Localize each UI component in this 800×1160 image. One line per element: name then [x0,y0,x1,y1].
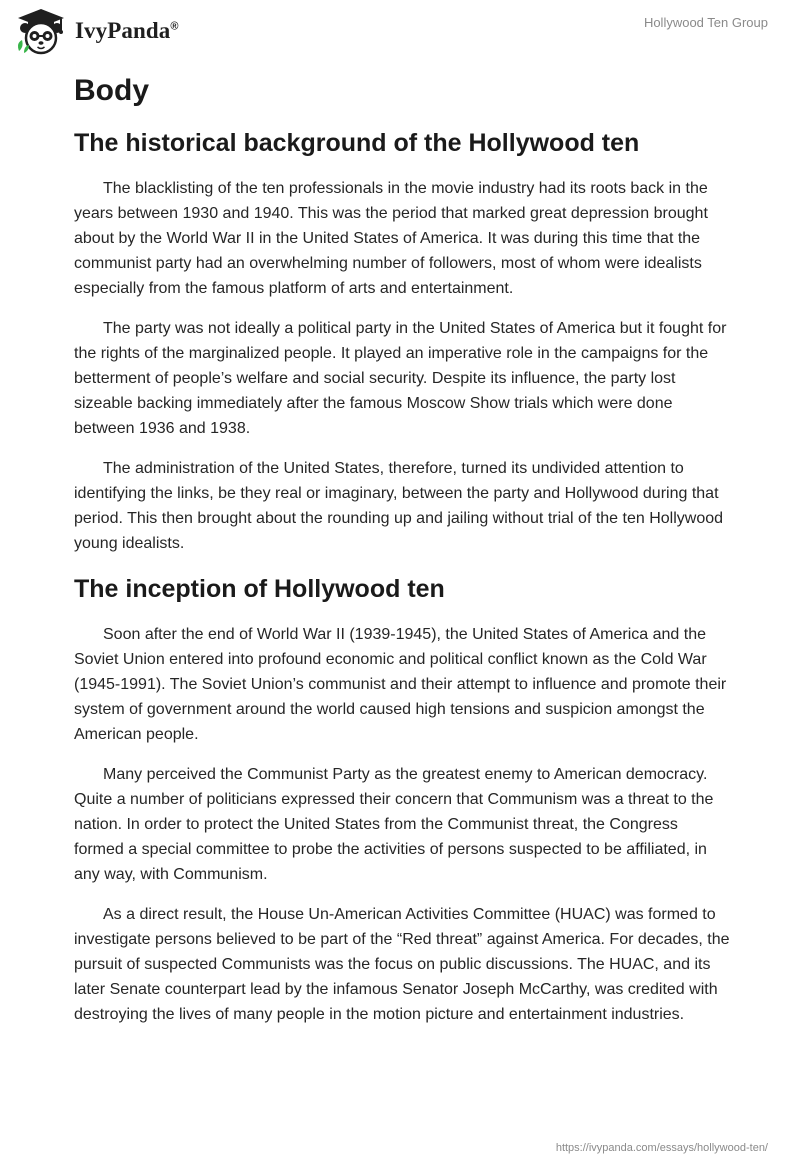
brand-name: IvyPanda® [75,18,179,43]
subsection-heading: The historical background of the Hollywood ten [74,129,640,157]
ivypanda-logo[interactable] [15,7,179,55]
section-title: Body [74,74,149,107]
paragraph: As a direct result, the House Un-American Activities Committee (HUAC) was formed to investigate persons believed to be part of the “Red threat” against America. For decades, the pursuit of suspected Communists was the focus on public discussions. The HUAC, and its later Senate counterpart lead by the infamous Senator Joseph McCarthy, was credited with destroying the lives of many people in the motion picture and entertainment industries. [74,906,730,1023]
document-title: Hollywood Ten Group [643,15,768,30]
paragraph: The party was not ideally a political party in the United States of America but it fought for the rights of the marginalized people. It played an imperative role in the campaigns for the betterment of people’s welfare and social security. Despite its influence, the party lost sizeable backing immediately after the famous Moscow Show trials which were done between 1936 and 1938. [74,320,727,437]
paragraph: Soon after the end of World War II (1939-1945), the United States of America and the Soviet Union entered into profound economic and political conflict known as the Cold War (1945-1991). The Soviet Union’s communist and their attempt to influence and promote their system of government around the world caused high tensions and suspicion amongst the American people. [74,626,727,743]
essay-content [74,72,730,1042]
paragraph: The administration of the United States, therefore, turned its undivided attention to identifying the links, be they real or imaginary, between the party and Hollywood during that period. This then brought about the rounding up and jailing without trial of the ten Hollywood young idealists. [74,460,724,552]
paragraph: The blacklisting of the ten professionals in the movie industry had its roots back in the years between 1930 and 1940. This was the period that marked great depression brought about by the World War II in the United States of America. It was during this time that the communist party had an overwhelming number of followers, most of whom were idealists especially from the famous platform of arts and entertainment. [74,180,708,297]
source-url-link[interactable]: https://ivypanda.com/essays/hollywood-ten/ [555,1142,768,1154]
panda-graduate-icon [15,7,67,55]
paragraph: Many perceived the Communist Party as the greatest enemy to American democracy. Quite a number of politicians expressed their concern that Communism was a threat to the nation. In order to protect the United States from the Communist threat, the Congress formed a special committee to probe the activities of persons suspected to be affiliated, in any way, with Communism. [74,766,714,883]
subsection-heading: The inception of Hollywood ten [74,575,445,603]
registered-mark: ® [170,20,179,33]
